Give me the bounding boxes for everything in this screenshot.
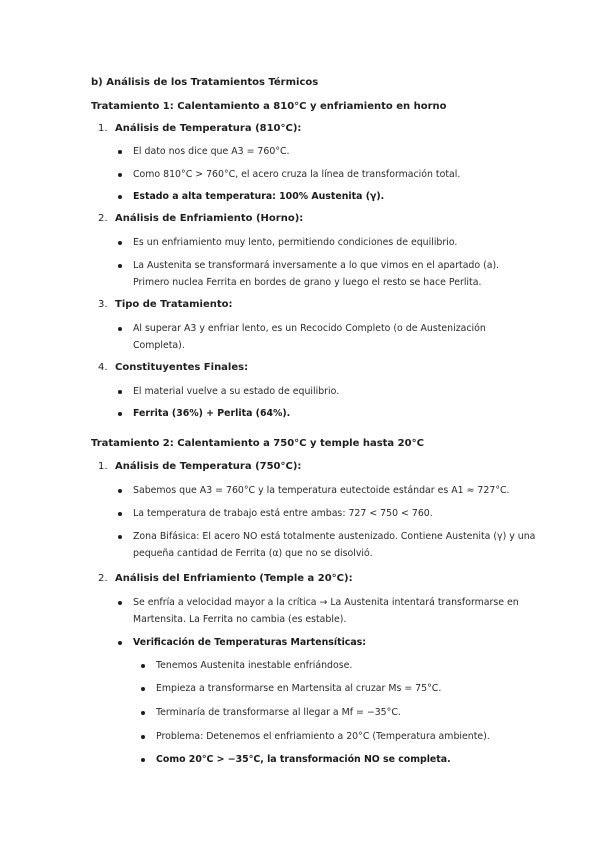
bullet-dot (118, 535, 122, 539)
bullet-text: Es un enfriamiento muy lento, permitiendo condiciones de equilibrio. (133, 237, 458, 248)
item-title: Constituyentes Finales: (115, 362, 249, 373)
sub-bullet (156, 728, 541, 745)
bullet-text: Terminaría de transformarse al llegar a Mf = −35°C. (156, 707, 401, 718)
bullet-dot (118, 512, 122, 516)
bullet-text: Como 810°C > 760°C, el acero cruza la línea de transformación total. (133, 169, 461, 180)
bullet-dot (118, 327, 122, 331)
bullet-dot (141, 735, 145, 739)
item-title: Análisis de Temperatura (750°C): (115, 461, 302, 472)
bullet-dot (141, 758, 145, 762)
item-number: 2. (98, 213, 108, 224)
bullet (133, 383, 533, 400)
bullet-dot (141, 711, 145, 715)
bullet (133, 234, 533, 251)
sub-bullet (156, 680, 541, 697)
bullet (133, 257, 533, 291)
bullet-text: Estado a alta temperatura: 100% Austenita (γ). (133, 191, 385, 202)
item-number: 2. (98, 573, 108, 584)
bullet-text: Al superar A3 y enfriar lento, es un Recocido Completo (o de Austenización Completa). (133, 323, 486, 351)
item-title: Análisis de Temperatura (810°C): (115, 123, 302, 134)
bullet-dot (118, 150, 122, 154)
document-title: b) Análisis de los Tratamientos Térmicos (91, 77, 319, 88)
bullet (133, 505, 543, 522)
bullet (133, 405, 533, 422)
bullet-text: El material vuelve a su estado de equilibrio. (133, 386, 340, 397)
sub-bullet (156, 751, 541, 768)
item-number: 3. (98, 299, 108, 310)
bullet-text: Sabemos que A3 = 760°C y la temperatura eutectoide estándar es A1 ≈ 727°C. (133, 485, 510, 496)
item-title: Tipo de Tratamiento: (115, 299, 233, 310)
bullet-text: Verificación de Temperaturas Martensíticas: (133, 637, 366, 648)
bullet-text: Como 20°C > −35°C, la transformación NO se completa. (156, 754, 451, 765)
bullet (133, 143, 533, 160)
treatment-1-heading: Tratamiento 1: Calentamiento a 810°C y enfriamiento en horno (91, 101, 447, 112)
item-title: Análisis de Enfriamiento (Horno): (115, 213, 304, 224)
item-number: 1. (98, 461, 108, 472)
bullet-text: Empieza a transformarse en Martensita al cruzar Ms = 75°C. (156, 683, 442, 694)
bullet-dot (118, 173, 122, 177)
bullet-dot (118, 264, 122, 268)
item-number: 4. (98, 362, 108, 373)
bullet (133, 594, 538, 628)
bullet-dot (118, 601, 122, 605)
bullet-dot (118, 489, 122, 493)
bullet-dot (118, 641, 122, 645)
bullet-dot (141, 664, 145, 668)
bullet (133, 634, 538, 651)
treatment-2-heading: Tratamiento 2: Calentamiento a 750°C y temple hasta 20°C (91, 438, 424, 449)
bullet (133, 482, 543, 499)
bullet-text: Se enfría a velocidad mayor a la crítica → La Austenita intentará transformarse en Martensita. La Ferrita no cambia (es estable). (133, 597, 519, 625)
bullet-dot (118, 195, 122, 199)
bullet-dot (141, 687, 145, 691)
bullet-dot (118, 390, 122, 394)
bullet-dot (118, 412, 122, 416)
bullet-text: La temperatura de trabajo está entre ambas: 727 < 750 < 760. (133, 508, 433, 519)
item-title: Análisis del Enfriamiento (Temple a 20°C): (115, 573, 353, 584)
bullet-dot (118, 241, 122, 245)
bullet (133, 320, 533, 354)
bullet-text: Problema: Detenemos el enfriamiento a 20°C (Temperatura ambiente). (156, 731, 490, 742)
bullet-text: Tenemos Austenita inestable enfriándose. (156, 660, 353, 671)
bullet (133, 166, 533, 183)
item-number: 1. (98, 123, 108, 134)
bullet (133, 188, 533, 205)
bullet-text: El dato nos dice que A3 = 760°C. (133, 146, 290, 157)
sub-bullet (156, 657, 541, 674)
sub-bullet (156, 704, 541, 721)
bullet-text: Ferrita (36%) + Perlita (64%). (133, 408, 291, 419)
bullet (133, 528, 538, 562)
bullet-text: Zona Bifásica: El acero NO está totalmente austenizado. Contiene Austenita (γ) y una pequeña cantidad de Ferrita (α) que no se disolvió. (133, 531, 536, 559)
bullet-text: La Austenita se transformará inversamente a lo que vimos en el apartado (a). Primero nuclea Ferrita en bordes de grano y luego el resto se hace Perlita. (133, 260, 500, 288)
